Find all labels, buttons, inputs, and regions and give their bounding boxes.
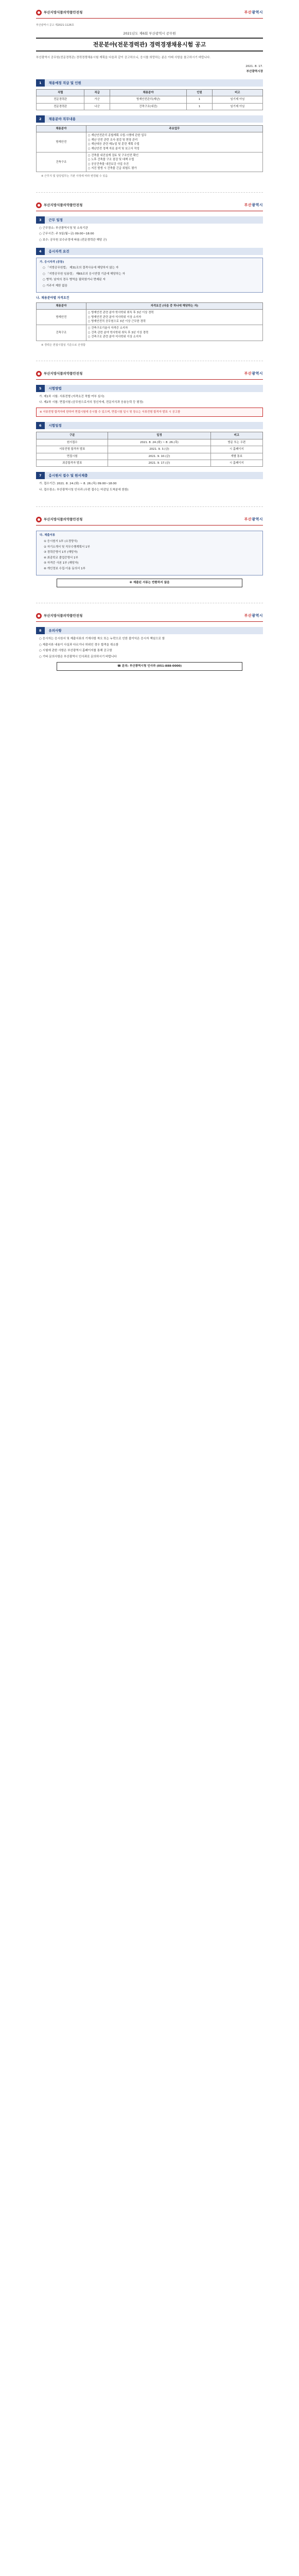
brand-logo [244, 10, 263, 15]
section-title: 응시자격 요건 [45, 248, 263, 255]
table-row [37, 103, 263, 110]
subsection-title: 나. 채용분야별 자격요건 [36, 296, 69, 300]
table-cell: 서류전형 합격자 발표 [37, 446, 108, 453]
section-number: 5 [36, 385, 45, 392]
org-emblem-icon [36, 371, 42, 377]
list-item: ② 자기소개서 및 직무수행계획서 1부 [44, 545, 90, 549]
table-header: 자격요건 (다음 중 하나에 해당하는 자) [86, 302, 262, 309]
brand-logo [244, 371, 263, 377]
brand-accent: 부산 [244, 517, 252, 521]
main-title [36, 31, 263, 52]
notice-signer: 부산광역시장 [246, 70, 263, 74]
list-item: ⑤ 자격증 사본 1부 (해당자) [44, 562, 79, 565]
page-4 [36, 507, 263, 603]
table-cell: 원서접수 [37, 439, 108, 446]
table-header: 직급 [84, 89, 110, 96]
page-2 [36, 193, 263, 361]
org-emblem-icon [36, 202, 42, 208]
table-row [37, 439, 263, 446]
table-cell: 전문경력관 [37, 96, 84, 103]
table-header: 주요업무 [86, 126, 262, 132]
duties-table [36, 125, 263, 172]
documents-list [44, 539, 259, 571]
brand-accent: 부산 [244, 10, 252, 15]
notice-date: 2021. 8. 17. [245, 64, 263, 68]
section-number: 1 [36, 79, 45, 87]
list-item: ○ 시험에 관한 사항은 부산광역시 홈페이지를 통해 공고함 [39, 649, 112, 653]
table-cell: 시 홈페이지 [210, 446, 262, 453]
section-title: 채용예정 직급 및 인원 [45, 79, 263, 87]
section-number: 4 [36, 248, 45, 255]
documents-notice: ※ 제출된 서류는 반환하지 않음 [57, 579, 242, 587]
section-number: 6 [36, 422, 45, 429]
section-2-header [36, 115, 263, 123]
table-cell: 1 [187, 96, 212, 103]
section-4-header [36, 248, 263, 255]
brand-rest: 광역시 [252, 371, 263, 376]
section-title: 유의사항 [45, 627, 263, 634]
table-cell: 최종합격자 발표 [37, 460, 108, 466]
list-item: ④ 최종학교 졸업증명서 1부 [44, 556, 78, 560]
section-title: 시험일정 [45, 422, 263, 429]
table-cell: 방문 또는 우편 [210, 439, 262, 446]
table-cell: 나군 [84, 103, 110, 110]
page-header [36, 514, 263, 526]
section-title: 응시원서 접수 및 원서제출 [45, 472, 263, 479]
page-header [36, 200, 263, 211]
table-cell: 건축구조(내진) [110, 103, 187, 110]
org-logo [36, 517, 82, 522]
section-1-header [36, 79, 263, 87]
page-5 [36, 603, 263, 686]
table-cell: 시 홈페이지 [210, 460, 262, 466]
brand-rest: 광역시 [252, 613, 263, 618]
table-cell: 면접시험 [37, 453, 108, 460]
duties-note: ※ 근무지 및 담당업무는 기관 사정에 따라 변경될 수 있음 [41, 175, 108, 178]
table-row [37, 132, 263, 152]
section-5-header [36, 385, 263, 392]
org-name: 부산지방식품의약품안전청 [44, 614, 83, 618]
table-header: 채용분야 [37, 126, 86, 132]
list-item: 나. 제2차 시험: 면접시험 (공무원으로서의 정신자세, 전문지식과 응용능력 등 평정) [39, 401, 144, 404]
section-number: 7 [36, 472, 45, 479]
qualification-note: ※ 경력은 면접시험일 기준으로 산정함 [41, 343, 86, 347]
org-logo [36, 371, 82, 377]
title-subtitle: 2021년도 제6회 부산광역시 공무원 [123, 31, 176, 36]
table-row [37, 453, 263, 460]
org-logo [36, 613, 82, 619]
list-item: 가. 접수기간: 2021. 8. 24.(화) ~ 8. 26.(목) 09:00~18:00 [39, 482, 117, 486]
table-cell: 개별 통보 [210, 453, 262, 460]
list-item: 나. 접수장소: 부산광역시청 인사과 (우편 접수는 마감일 도착분에 한함) [39, 488, 129, 492]
list-item: 가. 제1차 시험: 서류전형 (자격요건 적합 여부 심사) [39, 395, 104, 398]
table-cell: 2021. 8. 24.(화) ~ 8. 26.(목) [108, 439, 210, 446]
table-cell: 건축구조 [37, 152, 86, 172]
brand-rest: 광역시 [252, 517, 263, 521]
org-name: 부산지방식품의약품안전청 [44, 371, 83, 376]
table-cell: 2021. 9. 10.(금) [108, 453, 210, 460]
notice-page [0, 0, 299, 686]
subbox-title: 가. 응시자격 (공통) [40, 260, 64, 264]
brand-rest: 광역시 [252, 202, 263, 207]
list-item: ○ 보수: 공무원 보수규정에 따름 (전문경력관 해당 군) [39, 238, 107, 242]
list-item: ○ 「지방공무원법」 제31조의 결격사유에 해당하지 않는 자 [43, 266, 119, 269]
section-title: 시험방법 [45, 385, 263, 392]
list-item: ○ 기타 문의사항은 부산광역시 인사과로 문의하시기 바랍니다 [39, 655, 117, 658]
page-1 [36, 0, 263, 193]
section-number: 3 [36, 216, 45, 224]
documents-box [36, 531, 263, 575]
org-logo [36, 202, 82, 208]
list-item: ○ 응시자는 응시원서 및 제출서류의 기재사항 착오 또는 누락으로 인한 불이익은 응시자 책임으로 함 [39, 637, 165, 640]
notice-number: 부산광역시 공고 제2021-1126호 [36, 24, 74, 27]
org-emblem-icon [36, 613, 42, 619]
org-name: 부산지방식품의약품안전청 [44, 517, 83, 522]
list-item: ○ 근무시간: 주 5일(월~금) 09:00~18:00 [39, 232, 94, 236]
table-cell: 1 [187, 103, 212, 110]
page-3 [36, 361, 263, 507]
list-item: ① 응시원서 1부 (소정양식) [44, 540, 78, 544]
brand-logo [244, 202, 263, 208]
table-header: 채용분야 [37, 302, 86, 309]
org-logo [36, 10, 82, 15]
section-title: 근무 일정 [45, 216, 263, 224]
org-emblem-icon [36, 517, 42, 522]
section-3-header [36, 216, 263, 224]
list-item: ③ 경력증명서 1부 (해당자) [44, 551, 78, 554]
table-cell: 가군 [84, 96, 110, 103]
table-cell: 방재안전 [37, 310, 86, 325]
brand-rest: 광역시 [252, 10, 263, 15]
intro-text: 부산광역시 공무원(전문경력관) 경력경쟁채용시험 계획을 다음과 같이 공고하오니, 응시를 희망하는 분은 아래 사항을 참고하시기 바랍니다. [36, 56, 211, 59]
table-cell: 건축구조 [37, 325, 86, 341]
org-emblem-icon [36, 10, 42, 15]
brand-accent: 부산 [244, 371, 252, 376]
table-row [37, 460, 263, 466]
section-7-header [36, 472, 263, 479]
table-header: 직렬 [37, 89, 84, 96]
table-cell: 방재안전관리(재난) [110, 96, 187, 103]
list-item: ○ 병역: 남자의 경우 병역을 필하였거나 면제된 자 [43, 278, 105, 282]
table-header: 구분 [37, 432, 108, 439]
brand-accent: 부산 [244, 613, 252, 618]
page-title: 전문분야(전문경력관) 경력경쟁채용시험 공고 [36, 38, 263, 52]
table-row [37, 310, 263, 325]
subbox-title: 다. 제출서류 [40, 533, 55, 537]
table-row [37, 446, 263, 453]
section-number: 2 [36, 115, 45, 123]
list-item: ○ 「지방공무원 임용령」 제65조의 응시연령 기준에 해당하는 자 [43, 272, 125, 276]
table-row [37, 152, 263, 172]
list-item: ○ 제출서류 내용이 사실과 다르거나 허위인 경우 합격을 취소함 [39, 643, 119, 647]
page-header [36, 368, 263, 380]
schedule-table [36, 432, 263, 467]
list-item: ○ 거주지 제한 없음 [43, 284, 68, 287]
section-number: 8 [36, 627, 45, 634]
table-cell: ○ 방재안전 관련 분야 학사학위 취득 후 3년 이상 경력 ○ 방재안전 관련 분야 석사학위 이상 소지자 ○ 방재안전직 공무원으로 3년 이상 근무한 경력 [86, 310, 262, 325]
table-cell: 전문경력관 [37, 103, 84, 110]
page-header [36, 611, 263, 622]
table-cell: 방재안전 [37, 132, 86, 152]
list-item: ⑥ 개인정보 수집·이용 동의서 1부 [44, 567, 85, 570]
table-cell: ○ 건축물 내진설계 검토 및 구조안전 확인 ○ 노후 건축물 구조 점검 및 대책 수립 ○ 공공건축물 내진보강 사업 추진 ○ 지진 발생 시 건축물 긴급 위험도 평가 [86, 152, 262, 172]
contact-box: ☎ 문의: 부산광역시청 인사과 (051-888-0000) [57, 662, 242, 671]
org-name: 부산지방식품의약품안전청 [44, 202, 83, 207]
table-header: 채용분야 [110, 89, 187, 96]
positions-table [36, 89, 263, 110]
table-cell: 2021. 9. 17.(금) [108, 460, 210, 466]
table-header: 인원 [187, 89, 212, 96]
brand-accent: 부산 [244, 202, 252, 207]
section-8-header [36, 627, 263, 634]
exam-notice-box: ※ 서류전형 합격자에 한하여 면접시험에 응시할 수 있으며, 면접시험 일시 및 장소는 서류전형 합격자 발표 시 공고함 [36, 408, 263, 417]
common-qualifications-box [36, 258, 263, 293]
table-row [37, 325, 263, 341]
qualifications-table [36, 302, 263, 341]
brand-logo [244, 517, 263, 522]
table-cell: 임기제 아님 [212, 96, 262, 103]
table-header: 비고 [212, 89, 262, 96]
section-title: 채용분야 직무내용 [45, 115, 263, 123]
table-cell: 2021. 9. 3.(금) [108, 446, 210, 453]
brand-logo [244, 613, 263, 619]
table-header: 비고 [210, 432, 262, 439]
table-cell: ○ 건축구조기술사 자격증 소지자 ○ 건축 관련 분야 학사학위 취득 후 3년 이상 경력 ○ 건축구조 관련 분야 석사학위 이상 소지자 [86, 325, 262, 341]
list-item: ○ 근무장소: 부산광역시청 및 소속기관 [39, 226, 88, 230]
org-name: 부산지방식품의약품안전청 [44, 10, 83, 15]
page-header [36, 7, 263, 19]
table-cell: 임기제 아님 [212, 103, 262, 110]
table-cell: ○ 재난안전관리 종합계획 수립·시행에 관한 업무 ○ 재난 안전 관련 조사·점검 및 현장 관리 ○ 재난대응 관련 매뉴얼 및 훈련 계획 수립 ○ 재난안전 정책 자료 분석 및 보고서 작성 [86, 132, 262, 152]
table-header: 일정 [108, 432, 210, 439]
table-row [37, 96, 263, 103]
section-6-header [36, 422, 263, 429]
